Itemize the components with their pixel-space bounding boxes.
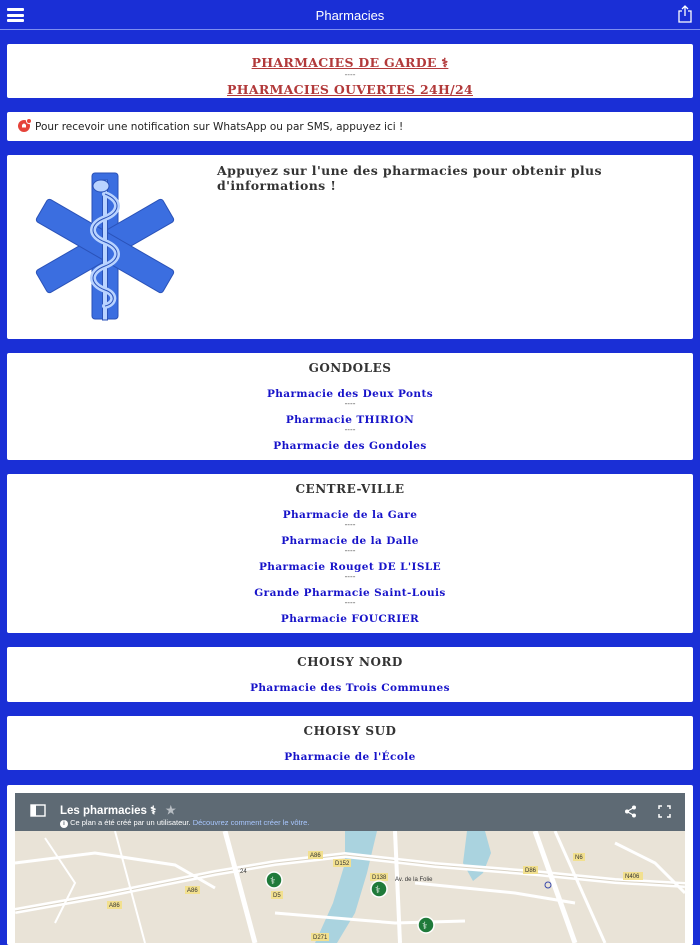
road-label: D138 (372, 875, 387, 881)
pharmacy-link[interactable]: Pharmacie THIRION (285, 414, 415, 426)
section-choisy-sud (7, 716, 693, 770)
pharmacy-link[interactable]: Pharmacie de la Dalle (281, 535, 419, 547)
map-card (7, 785, 693, 945)
map-subtitle-text: Ce plan a été créé par un utilisateur. (70, 818, 191, 827)
pharmacy-link[interactable]: Pharmacie FOUCRIER (280, 613, 420, 625)
pharmacy-link[interactable]: Pharmacie de la Gare (282, 509, 418, 521)
section-gondoles (7, 353, 693, 460)
road-label: D5 (273, 893, 281, 899)
top-bar (0, 0, 700, 30)
road-label: 24 (240, 869, 247, 875)
map-title (60, 803, 176, 817)
separator: ---- (344, 70, 356, 79)
embedded-map[interactable] (15, 793, 685, 943)
notification-card[interactable] (7, 112, 693, 141)
svg-text:⚕: ⚕ (270, 876, 276, 887)
map-header (15, 793, 685, 831)
separator: ---- (344, 520, 356, 529)
map-sidebar-icon[interactable] (30, 804, 46, 817)
separator: ---- (344, 572, 356, 581)
share-icon[interactable] (678, 5, 692, 23)
star-of-life-icon (29, 167, 181, 325)
section-title: CHOISY NORD (297, 655, 403, 669)
pharmacy-link[interactable]: Pharmacie des Gondoles (273, 440, 427, 452)
section-choisy-nord (7, 647, 693, 702)
road-label: D271 (313, 935, 328, 941)
map-subtitle (60, 818, 309, 828)
road-label: D152 (335, 861, 350, 867)
pharmacy-link[interactable]: Pharmacie des Deux Ponts (266, 388, 434, 400)
pharmacy-link[interactable]: Pharmacie de l'École (284, 751, 416, 763)
pharmacies-de-garde-link[interactable]: PHARMACIES DE GARDE ⚕ (251, 55, 449, 70)
map-create-link[interactable]: Découvrez comment créer le vôtre. (192, 818, 310, 827)
garde-card (7, 44, 693, 98)
section-title: CENTRE-VILLE (295, 482, 405, 496)
pharmacies-24h-link[interactable]: PHARMACIES OUVERTES 24H/24 (227, 82, 473, 97)
pharmacy-map-pin[interactable] (266, 872, 282, 888)
road-label: Av. de la Folie (395, 877, 433, 883)
fullscreen-icon[interactable] (658, 805, 671, 818)
section-title: GONDOLES (308, 361, 392, 375)
notification-text: Pour recevoir une notification sur WhatsApp ou par SMS, appuyez ici ! (35, 121, 404, 133)
pharmacy-map-pin[interactable] (371, 881, 387, 897)
info-card (7, 155, 693, 339)
pharmacy-link[interactable]: Pharmacie Rouget DE L'ISLE (258, 561, 442, 573)
separator: ---- (344, 425, 356, 434)
map-share-icon[interactable] (624, 805, 637, 818)
svg-text:⚕: ⚕ (422, 921, 428, 932)
road-label: D86 (525, 868, 537, 874)
section-centre-ville (7, 474, 693, 633)
separator: ---- (344, 598, 356, 607)
pharmacy-link[interactable]: Pharmacie des Trois Communes (250, 682, 450, 694)
pharmacy-link[interactable]: Grande Pharmacie Saint-Louis (254, 587, 446, 599)
road-label: A86 (187, 888, 198, 894)
road-label: A86 (310, 853, 321, 859)
notification-bell-icon (17, 118, 32, 133)
road-label: N406 (625, 874, 640, 880)
info-icon: i (60, 820, 68, 828)
separator: ---- (344, 399, 356, 408)
section-title: CHOISY SUD (303, 724, 397, 738)
page-title: Pharmacies (315, 8, 385, 23)
road-label: A86 (109, 903, 120, 909)
map-title-text: Les pharmacies ⚕ (60, 805, 157, 817)
svg-text:⚕: ⚕ (375, 885, 381, 896)
star-icon[interactable]: ★ (165, 805, 176, 817)
info-text: Appuyez sur l'une des pharmacies pour obtenir plus d'informations ! (217, 163, 602, 193)
pharmacy-map-pin[interactable] (418, 917, 434, 933)
separator: ---- (344, 546, 356, 555)
road-label: N6 (575, 855, 583, 861)
